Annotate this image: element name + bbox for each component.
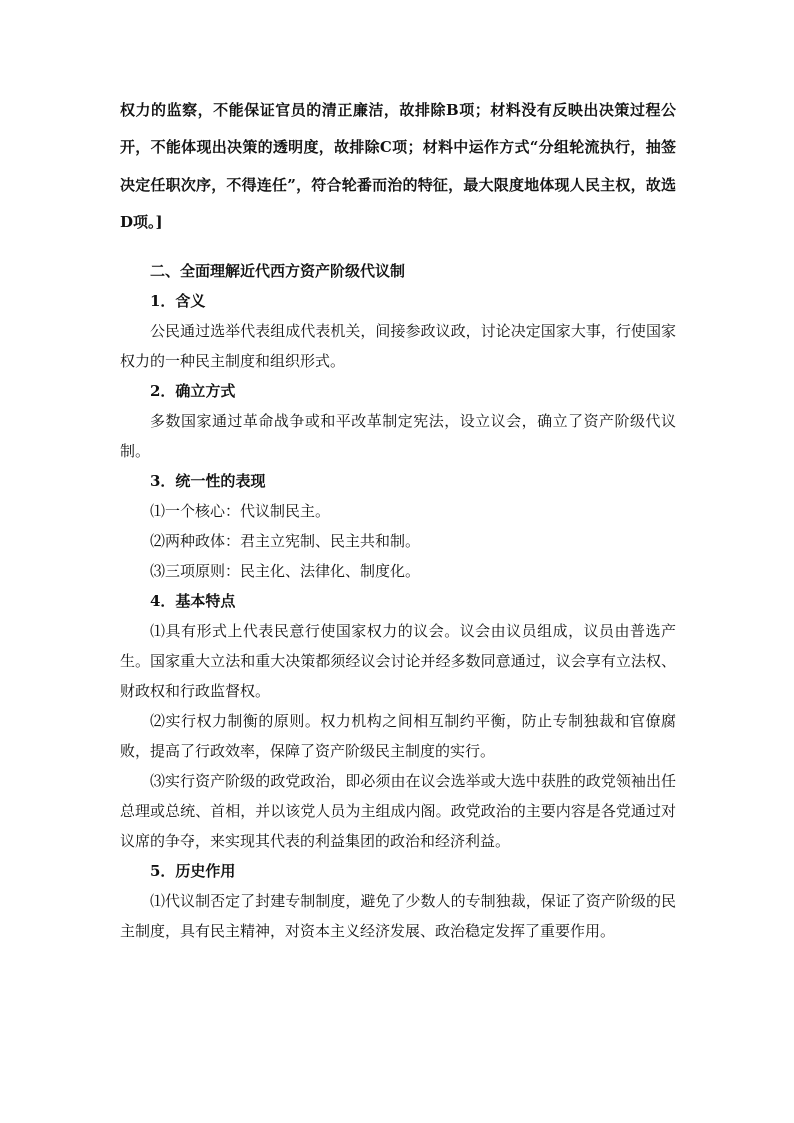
document-page <box>120 92 676 946</box>
list-item: ⑶实行资产阶级的政党政治，即必须由在议会选举或大选中获胜的政党领袖出任总理或总统、首相，并以该党人员为主组成内阁。政党政治的主要内容是各党通过对议席的争夺，来实现其代表的利益集团的政治和经济利益。 <box>120 771 676 850</box>
subsection-heading-meaning: 1．含义 <box>150 291 206 310</box>
subsection-heading-historical-role: 5．历史作用 <box>150 861 236 880</box>
subsection-text-meaning: 公民通过选举代表组成代表机关，间接参政议政，讨论决定国家大事，行使国家权力的一种民主制度和组织形式。 <box>120 321 676 370</box>
subsection-text-establishment: 多数国家通过革命战争或和平改革制定宪法，设立议会，确立了资产阶级代议制。 <box>120 411 676 460</box>
section-title: 二、全面理解近代西方资产阶级代议制 <box>150 261 406 280</box>
subsection-heading-establishment: 2．确立方式 <box>150 381 236 400</box>
subsection-heading-features: 4．基本特点 <box>150 591 236 610</box>
list-item: ⑴一个核心：代议制民主。 <box>150 501 331 520</box>
list-item: ⑴具有形式上代表民意行使国家权力的议会。议会由议员组成，议员由普选产生。国家重大立法和重大决策都须经议会讨论并经多数同意通过，议会享有立法权、财政权和行政监督权。 <box>120 621 676 700</box>
answer-explanation-paragraph: 权力的监察，不能保证官员的清正廉洁，故排除B项；材料没有反映出决策过程公开，不能体现出决策的透明度，故排除C项；材料中运作方式“分组轮流执行，抽签决定任职次序，不得连任”，符合轮番而治的特征，最大限度地体现人民主权，故选D项。] <box>120 101 676 232</box>
list-item: ⑵两种政体：君主立宪制、民主共和制。 <box>150 531 421 550</box>
list-item: ⑴代议制否定了封建专制制度，避免了少数人的专制独裁，保证了资产阶级的民主制度，具有民主精神，对资本主义经济发展、政治稳定发挥了重要作用。 <box>120 891 676 940</box>
list-item: ⑵实行权力制衡的原则。权力机构之间相互制约平衡，防止专制独裁和官僚腐败，提高了行政效率，保障了资产阶级民主制度的实行。 <box>120 711 676 760</box>
list-item: ⑶三项原则：民主化、法律化、制度化。 <box>150 561 421 580</box>
subsection-heading-unity: 3．统一性的表现 <box>150 471 266 490</box>
